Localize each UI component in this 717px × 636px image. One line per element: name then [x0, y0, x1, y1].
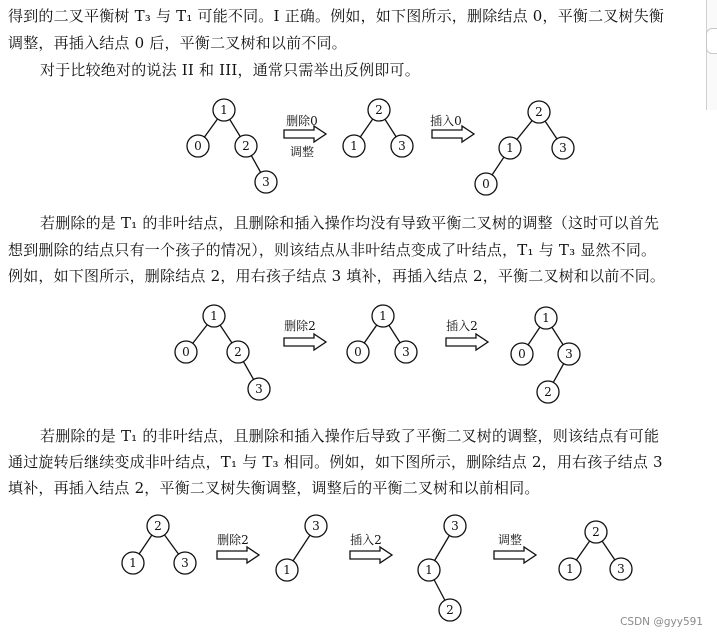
svg-text:3: 3: [559, 141, 567, 155]
svg-text:1: 1: [379, 309, 387, 323]
svg-text:3: 3: [451, 519, 459, 533]
tree-node: [558, 343, 580, 365]
arrow-right-icon: [350, 532, 392, 563]
tree-node: [511, 343, 533, 365]
arrow-right-icon: [284, 113, 326, 159]
svg-text:3: 3: [565, 347, 573, 361]
svg-text:插入2: 插入2: [350, 533, 382, 547]
svg-text:1: 1: [542, 311, 550, 325]
svg-text:删除2: 删除2: [284, 319, 316, 333]
svg-text:1: 1: [283, 563, 291, 577]
svg-text:2: 2: [592, 525, 600, 539]
tree-node: [255, 171, 277, 193]
svg-text:3: 3: [312, 519, 320, 533]
text-line: 对于比较绝对的说法 II 和 III，通常只需举出反例即可。: [40, 61, 420, 79]
svg-text:3: 3: [255, 382, 263, 396]
tree-node: [391, 135, 413, 157]
svg-text:2: 2: [242, 139, 250, 153]
svg-text:1: 1: [425, 563, 433, 577]
svg-text:1: 1: [210, 309, 218, 323]
tree-node: [276, 559, 298, 581]
side-toggle-button[interactable]: [706, 28, 717, 54]
tree-node: [537, 381, 559, 403]
svg-text:3: 3: [398, 139, 406, 153]
tree-node: [248, 378, 270, 400]
arrow-right-icon: [217, 532, 259, 563]
tree-node: [610, 558, 632, 580]
svg-text:1: 1: [566, 562, 574, 576]
tree-node: [347, 341, 369, 363]
tree-node: [372, 305, 394, 327]
svg-text:0: 0: [518, 347, 526, 361]
svg-text:2: 2: [234, 345, 242, 359]
svg-text:删除2: 删除2: [217, 533, 249, 547]
svg-text:插入0: 插入0: [430, 114, 462, 128]
svg-text:3: 3: [181, 556, 189, 570]
tree-node: [552, 137, 574, 159]
svg-text:2: 2: [544, 385, 552, 399]
tree-node: [475, 173, 497, 195]
tree-node: [343, 135, 365, 157]
svg-text:2: 2: [375, 103, 383, 117]
tree-node: [213, 99, 235, 121]
tree-node: [203, 305, 225, 327]
tree-node: [235, 135, 257, 157]
svg-text:0: 0: [354, 345, 362, 359]
svg-text:3: 3: [617, 562, 625, 576]
svg-text:0: 0: [182, 345, 190, 359]
figure-1-delete-insert-0: [0, 92, 717, 202]
svg-text:3: 3: [262, 175, 270, 189]
tree-node: [368, 99, 390, 121]
svg-text:1: 1: [220, 103, 228, 117]
tree-node: [444, 515, 466, 537]
tree-node: [187, 135, 209, 157]
svg-text:1: 1: [350, 139, 358, 153]
text-line: 若删除的是 T₁ 的非叶结点，且删除和插入操作均没有导致平衡二叉树的调整（这时可以首先: [40, 214, 660, 232]
svg-text:2: 2: [535, 105, 543, 119]
svg-text:调整: 调整: [289, 145, 315, 159]
text-line: 想到删除的结点只有一个孩子的情况），则该结点从非叶结点变成了叶结点，T₁ 与 T₃ 显然不同。: [8, 241, 657, 259]
tree-node: [535, 307, 557, 329]
svg-text:1: 1: [129, 556, 137, 570]
tree-node: [439, 599, 461, 621]
svg-text:0: 0: [194, 139, 202, 153]
tree-node: [122, 552, 144, 574]
side-scroll-strip[interactable]: [706, 0, 717, 110]
tree-node: [585, 521, 607, 543]
arrow-right-icon: [446, 318, 488, 350]
tree-node: [499, 137, 521, 159]
svg-text:调整: 调整: [497, 533, 523, 547]
svg-text:2: 2: [154, 519, 162, 533]
text-line: 填补，再插入结点 2，平衡二叉树失衡调整，调整后的平衡二叉树和以前相同。: [8, 479, 540, 497]
arrow-right-icon: [284, 318, 326, 350]
tree-node: [305, 515, 327, 537]
tree-node: [528, 101, 550, 123]
tree-node: [175, 341, 197, 363]
tree-node: [418, 559, 440, 581]
arrow-right-icon: [430, 113, 474, 142]
text-line: 若删除的是 T₁ 的非叶结点，且删除和插入操作后导致了平衡二叉树的调整，则该结点有可能: [40, 427, 660, 445]
svg-text:2: 2: [446, 603, 454, 617]
text-line: 得到的二叉平衡树 T₃ 与 T₁ 可能不同。I 正确。例如，如下图所示，删除结点 0，平衡二叉树失衡: [8, 7, 665, 25]
svg-text:1: 1: [506, 141, 514, 155]
svg-text:插入2: 插入2: [446, 319, 478, 333]
arrow-right-icon: [494, 532, 536, 563]
svg-text:0: 0: [482, 177, 490, 191]
tree-node: [147, 515, 169, 537]
watermark: CSDN @gyy591: [620, 616, 703, 628]
tree-node: [559, 558, 581, 580]
text-line: 通过旋转后继续变成非叶结点，T₁ 与 T₃ 相同。例如，如下图所示，删除结点 2，用右孩子结点 3: [8, 453, 663, 471]
tree-node: [174, 552, 196, 574]
text-line: 例如，如下图所示，删除结点 2，用右孩子结点 3 填补，再插入结点 2，平衡二叉树和以前不同。: [8, 267, 666, 285]
svg-text:删除0: 删除0: [286, 114, 318, 128]
svg-text:3: 3: [402, 345, 410, 359]
figure-3-delete-insert-rotate: [0, 506, 717, 632]
figure-2-delete-insert-2: [0, 300, 717, 410]
text-line: 调整，再插入结点 0 后，平衡二叉树和以前不同。: [8, 34, 347, 52]
tree-node: [395, 341, 417, 363]
tree-node: [227, 341, 249, 363]
